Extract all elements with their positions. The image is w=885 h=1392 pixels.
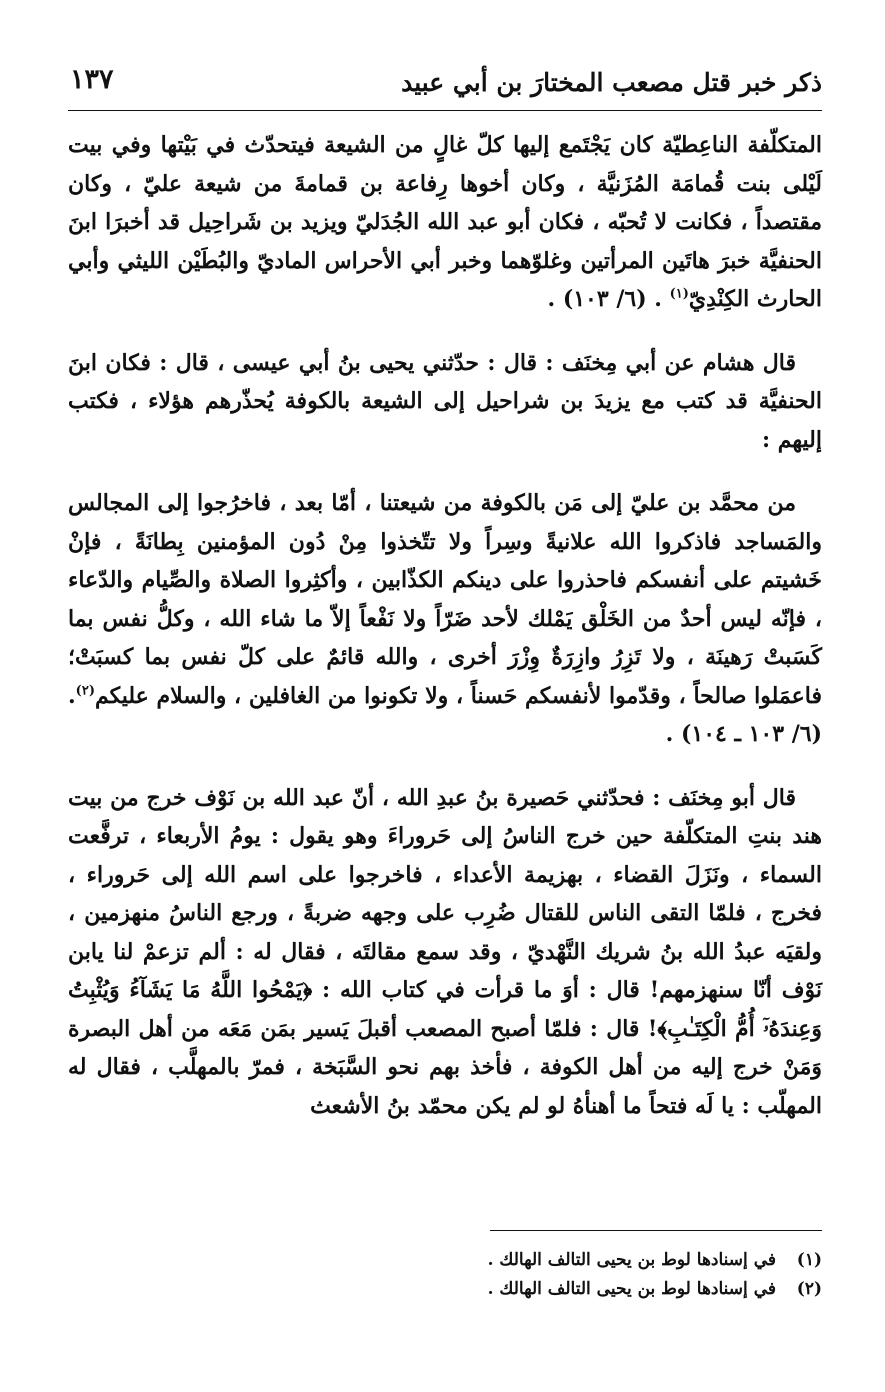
footnote-number: (٢) (796, 1279, 822, 1299)
footnote (300, 1246, 822, 1275)
paragraph (68, 126, 822, 319)
footnote-text: في إسنادها لوط بن يحيى التالف الهالك . (487, 1250, 776, 1270)
paragraph-text: من محمَّد بن عليّ إلى مَن بالكوفة من شيعتنا ، أمّا بعد ، فاخرُجوا إلى المجالس والمَساجد فاذكروا الله علانيةً وسِراً ولا تتّخذوا مِنْ دُون المؤمنين بِطانَةً ، فإنْ خَشيتم على أنفسكم فاحذروا على دينكم الكذّابين ، وأكثِروا الصلاة والصِّيام والدّعاء ، فإنّه ليس أحدٌ من الخَلْق يَمْلك لأحد ضَرّاً ولا نَفْعاً إلاّ ما شاء الله ، وكلُّ نفس بما كَسَبتْ رَهينَة ، ولا تَزِرُ وازِرَةٌ وِزْرَ أخرى ، والله قائمٌ على كلّ نفس بما كسبَتْ؛ فاعمَلوا صالحاً ، وقدّموا لأنفسكم حَسناً ، ولا تكونوا من الغافلين ، والسلام عليكم (68, 490, 822, 709)
running-title: ذكر خبر قتل مصعب المختارَ بن أبي عبيد (401, 68, 822, 97)
page-number: ١٣٧ (70, 64, 114, 95)
citation: . (٦/ ١٠٣ ـ ١٠٤) . (68, 682, 822, 747)
footnote-reference: (١) (669, 286, 689, 302)
footnote-reference: (٢) (75, 683, 95, 699)
footnotes (300, 1246, 822, 1304)
paragraph (68, 779, 822, 1126)
citation: . (٦/ ١٠٣) . (547, 286, 670, 312)
main-text (68, 126, 822, 1150)
page-header (68, 60, 822, 111)
paragraph-text: قال هشام عن أبي مِخنَف : قال : حدّثني يحيى بنُ أبي عيسى ، قال : فكان ابنَ الحنفيَّة قد كتب مع يزيدَ بن شراحيل إلى الشيعة بالكوفة يُحذّرهم هؤلاء ، فكتب إليهم : (68, 349, 822, 453)
paragraph (68, 484, 822, 754)
footnote-divider (490, 1230, 822, 1231)
footnote-text: في إسنادها لوط بن يحيى التالف الهالك . (487, 1279, 776, 1299)
footnote (300, 1275, 822, 1304)
paragraph-text: قال أبو مِخنَف : فحدّثني حَصيرة بنُ عبدِ الله ، أنّ عبد الله بن نَوْف خرج من بيت هند بنتِ المتكلّفة حين خرج الناسُ إلى حَروراءَ وهو يقول : يومُ الأربعاء ، ترفَّعت السماء ، ونَزَلَ القضاء ، بهزيمة الأعداء ، فاخرجوا على اسم الله إلى حَروراء ، فخرج ، فلمّا التقى الناس للقتال ضُرِب على وجهه ضربةً ، ورجع الناسُ منهزمين ، ولقيَه عبدُ الله بنُ شريك النَّهْديّ ، وقد سمع مقالتَه ، فقال له : ألم تزعمْ لنا يابن نَوْف أنّا سنهزمهم! قال : أوَ ما قرأت في كتاب الله : ﴿يَمْحُوا اللَّهُ مَا يَشَآءُ وَيُثْبِتُ وَعِندَهُۥٓ أُمُّ الْكِتَـٰبِ﴾! قال : فلمّا أصبح المصعب أقبلَ يَسير بمَن مَعَه من أهل البصرة وَمَنْ خرج إليه من أهل الكوفة ، فأخذ بهم نحو السَّبَخة ، فمرّ بالمهلَّب ، فقال له المهلّب : يا لَه فتحاً ما أهنأهُ لو لم يكن محمّد بنُ الأشعث (68, 784, 822, 1119)
paragraph (68, 344, 822, 460)
paragraph-text: المتكلّفة الناعِطيّة كان يَجْتَمع إليها كلّ غالٍ من الشيعة فيتحدّث في بَيْتها وفي بيت لَيْلى بنت قُمامَة المُزَنيَّة ، وكان أخوها رِفاعة بن قمامةَ من شيعة عليّ ، وكان مقتصداً ، فكانت لا تُحبّه ، فكان أبو عبد الله الجُدَليّ ويزيد بن شَراحِيل قد أخبرَا ابنَ الحنفيَّة خبرَ هاتَين المرأتين وغلوّهما وخبر أبي الأحراس الماديّ والبُطَيْن الليثي وأبي الحارث الكِنْدِيّ (68, 132, 822, 312)
footnote-number: (١) (796, 1250, 822, 1270)
